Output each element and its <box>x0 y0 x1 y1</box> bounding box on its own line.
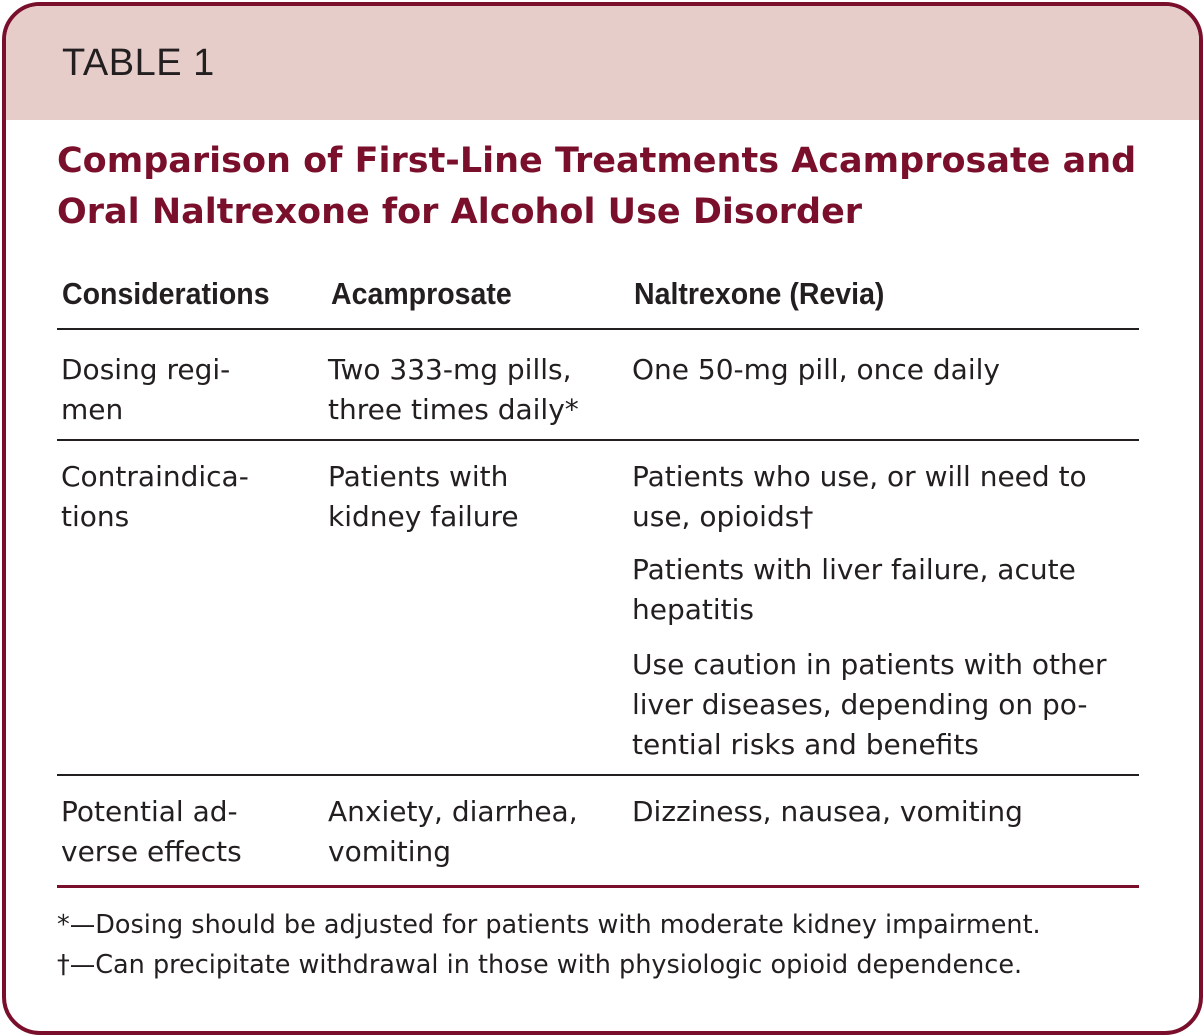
row-adverse-consideration: Potential ad- verse effects <box>61 795 242 868</box>
column-header-considerations: Considerations <box>62 276 270 311</box>
header-rule <box>57 328 1139 330</box>
row-dosing-acamprosate: Two 333-mg pills, three times daily* <box>328 353 579 426</box>
row-contraindications-naltrexone-liver-failure: Patients with liver failure, acute hepatitis <box>632 553 1076 626</box>
table-title: Comparison of First-Line Treatments Acamprosate and Oral Naltrexone for Alcohol Use Disorder <box>57 141 1137 232</box>
column-header-naltrexone: Naltrexone (Revia) <box>634 276 885 311</box>
row-contraindications-naltrexone-caution: Use caution in patients with other liver diseases, depending on po- tential risks and benefits <box>632 648 1107 761</box>
row-dosing-consideration: Dosing regi- men <box>61 353 231 426</box>
row-adverse-naltrexone: Dizziness, nausea, vomiting <box>632 795 1023 828</box>
header-band <box>6 6 1199 120</box>
row-adverse-acamprosate: Anxiety, diarrhea, vomiting <box>328 795 578 868</box>
column-header-acamprosate: Acamprosate <box>331 276 512 311</box>
row-contraindications-naltrexone-opioids: Patients who use, or will need to use, opioids† <box>632 460 1087 533</box>
footnote-dagger: †—Can precipitate withdrawal in those with physiologic opioid dependence. <box>57 950 1023 980</box>
table-bottom-rule <box>57 885 1139 888</box>
row-contraindications-acamprosate: Patients with kidney failure <box>328 460 519 533</box>
footnote-asterisk: *—Dosing should be adjusted for patients with moderate kidney impairment. <box>57 910 1041 940</box>
row-divider <box>57 439 1139 441</box>
row-contraindications-consideration: Contraindica- tions <box>61 460 249 533</box>
table-label: TABLE 1 <box>62 42 215 84</box>
row-divider <box>57 774 1139 776</box>
row-dosing-naltrexone: One 50-mg pill, once daily <box>632 353 1000 386</box>
